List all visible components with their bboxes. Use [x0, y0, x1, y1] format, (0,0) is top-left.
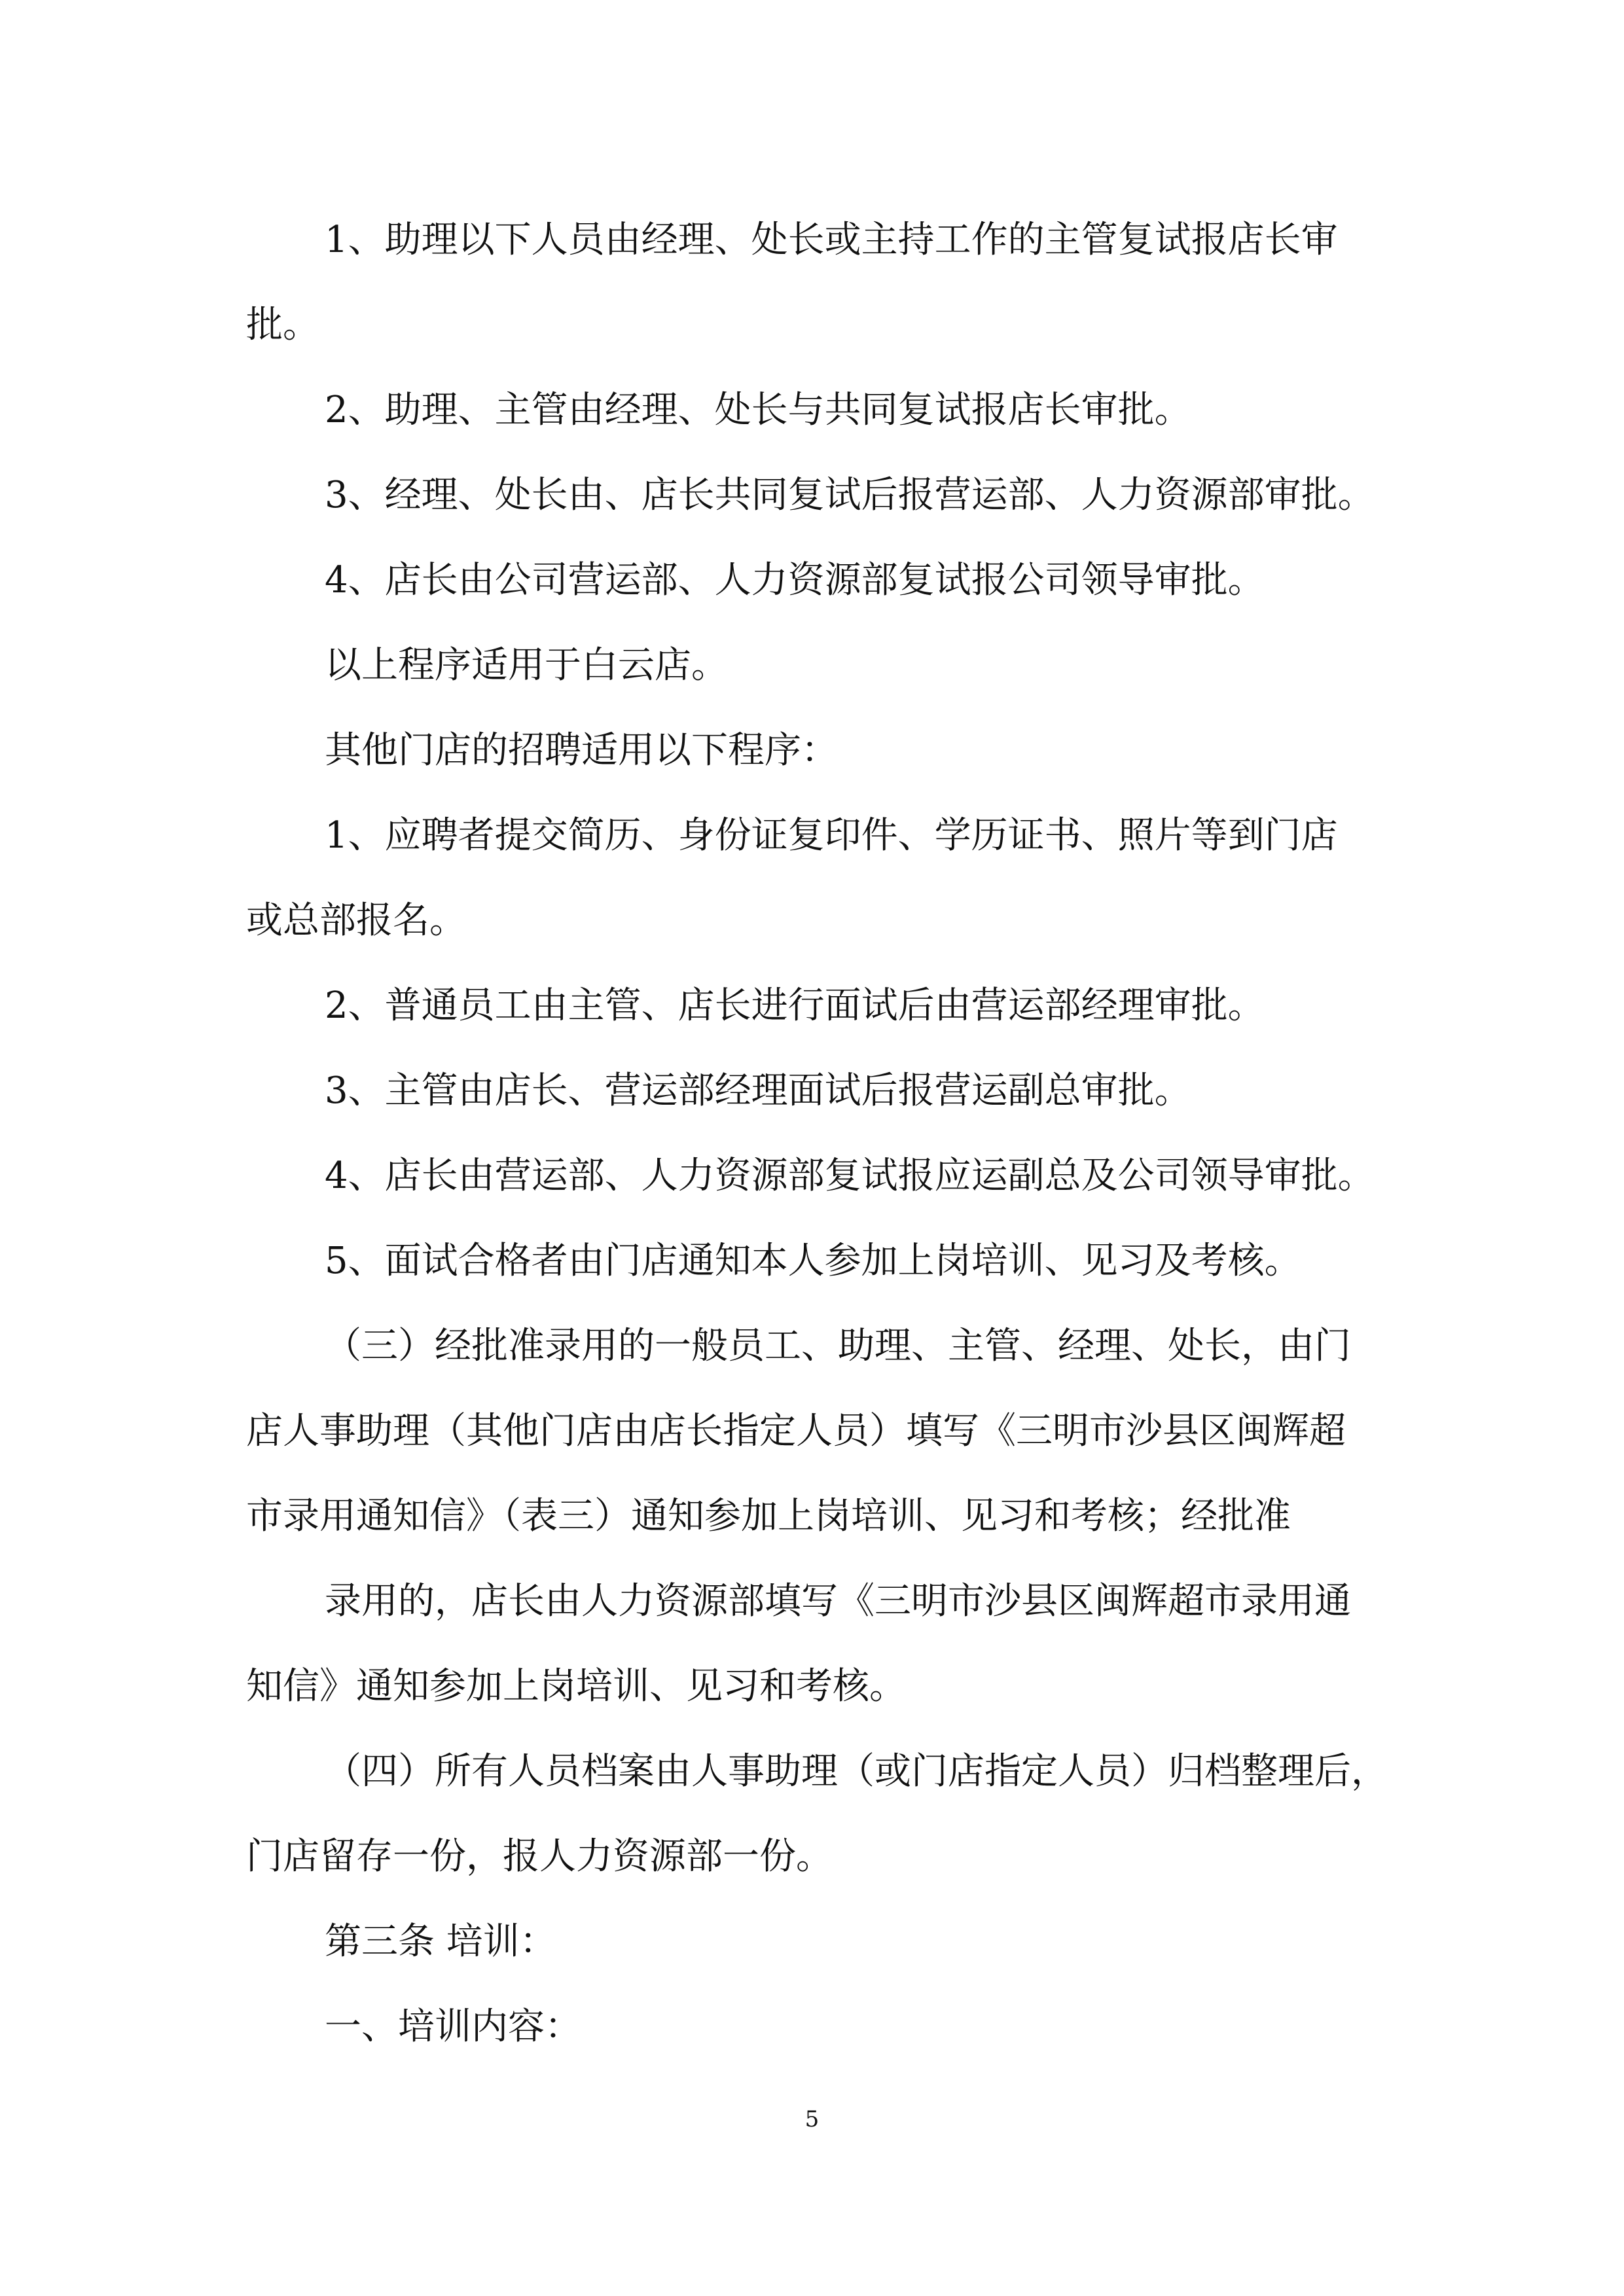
paragraph-line: 录用的，店长由人力资源部填写《三明市沙县区闽辉超市录用通 [325, 1580, 1351, 1623]
paragraph-line: 3、主管由店长、营运部经理面试后报营运副总审批。 [325, 1069, 1191, 1112]
page-number: 5 [804, 2106, 820, 2132]
paragraph-line: （四）所有人员档案由人事助理（或门店指定人员）归档整理后， [325, 1750, 1388, 1793]
paragraph-line: 以上程序适用于白云店。 [325, 644, 728, 687]
paragraph-line: 3、经理、处长由、店长共同复试后报营运部、人力资源部审批。 [325, 474, 1375, 516]
paragraph-line: 知信》通知参加上岗培训、见习和考核。 [246, 1665, 906, 1708]
paragraph-line: 门店留存一份，报人力资源部一份。 [246, 1835, 833, 1878]
paragraph-line: 其他门店的招聘适用以下程序： [325, 729, 838, 772]
paragraph-line: 4、店长由公司营运部、人力资源部复试报公司领导审批。 [325, 559, 1265, 601]
paragraph-line: （三）经批准录用的一般员工、助理、主管、经理、处长，由门 [325, 1325, 1351, 1367]
paragraph-line: 5、面试合格者由门店通知本人参加上岗培训、见习及考核。 [325, 1240, 1301, 1282]
paragraph-line: 1、助理以下人员由经理、处长或主持工作的主管复试报店长审 [325, 219, 1338, 261]
paragraph-line: 2、助理、主管由经理、处长与共同复试报店长审批。 [325, 389, 1191, 431]
paragraph-line: 2、普通员工由主管、店长进行面试后由营运部经理审批。 [325, 984, 1265, 1027]
paragraph-line: 1、应聘者提交简历、身份证复印件、学历证书、照片等到门店 [325, 814, 1338, 857]
paragraph-line: 店人事助理（其他门店由店长指定人员）填写《三明市沙县区闽辉超 [246, 1410, 1346, 1452]
section-heading: 第三条 培训： [325, 1920, 556, 1963]
paragraph-line: 批。 [246, 304, 319, 346]
subsection-heading: 一、培训内容： [325, 2005, 581, 2048]
paragraph-line: 4、店长由营运部、人力资源部复试报应运副总及公司领导审批。 [325, 1155, 1375, 1197]
paragraph-line: 市录用通知信》（表三）通知参加上岗培训、见习和考核；经批准 [246, 1495, 1291, 1537]
paragraph-line: 或总部报名。 [246, 899, 466, 942]
